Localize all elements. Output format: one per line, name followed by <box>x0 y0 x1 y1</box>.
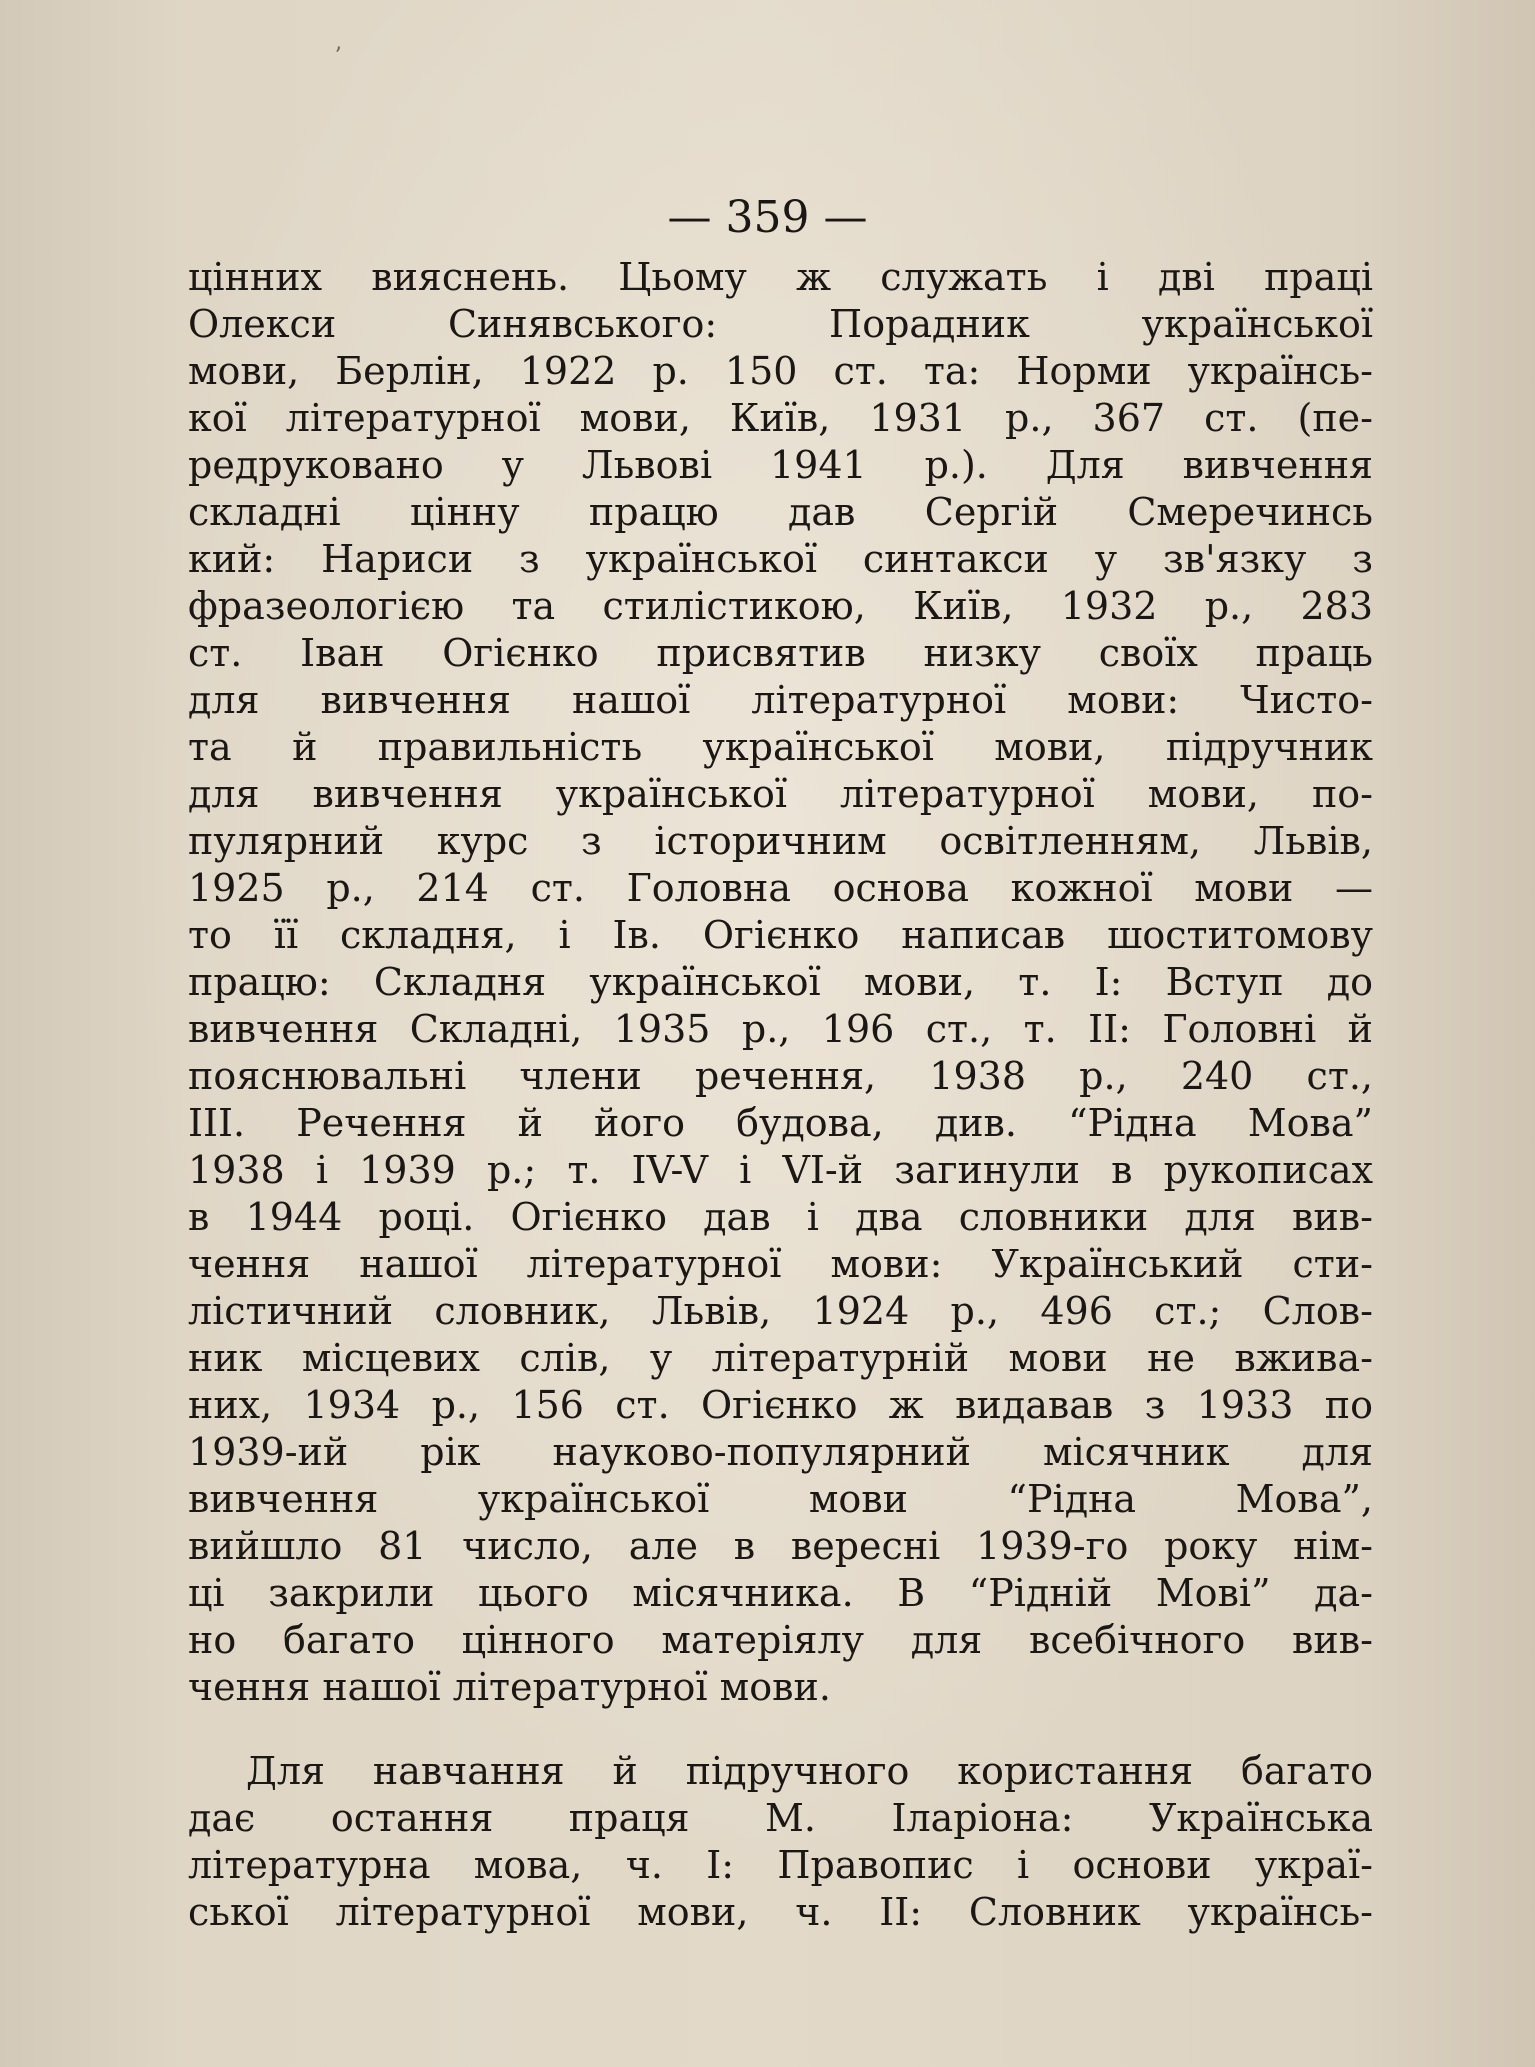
text-line: них, 1934 р., 156 ст. Огієнко ж видавав з 1933 по <box>188 1383 1373 1427</box>
text-line: для вивчення української літературної мови, по- <box>188 772 1373 816</box>
text-line: для вивчення нашої літературної мови: Чисто- <box>188 678 1373 722</box>
ink-speck: ʼ <box>334 44 341 69</box>
text-line: ці закрили цього місячника. В “Рідній Мові” да- <box>188 1571 1373 1615</box>
text-line: працю: Складня української мови, т. І: Вступ до <box>188 960 1373 1004</box>
paragraph-gap <box>188 1711 1373 1748</box>
text-line: фразеологією та стилістикою, Київ, 1932 р., 283 <box>188 584 1373 628</box>
text-line: мови, Берлін, 1922 р. 150 ст. та: Норми українсь- <box>188 349 1373 393</box>
text-line: 1938 і 1939 р.; т. IV-V і VI-й загинули в рукописах <box>188 1148 1373 1192</box>
text-line: в 1944 році. Огієнко дав і два словники для вив- <box>188 1195 1373 1239</box>
text-line: Олекси Синявського: Порадник української <box>188 302 1373 346</box>
text-line: та й правильність української мови, підручник <box>188 725 1373 769</box>
text-line: ської літературної мови, ч. ІІ: Словник українсь- <box>188 1890 1373 1934</box>
text-line: вивчення української мови “Рідна Мова”, <box>188 1477 1373 1521</box>
text-line: чення нашої літературної мови: Український сти- <box>188 1242 1373 1286</box>
text-line: кої літературної мови, Київ, 1931 р., 367 ст. (пе- <box>188 396 1373 440</box>
text-line: 1925 р., 214 ст. Головна основа кожної мови — <box>188 866 1373 910</box>
text-line: но багато цінного матеріялу для всебічного вив- <box>188 1618 1373 1662</box>
text-line: Для навчання й підручного користання багато <box>246 1749 1373 1793</box>
text-line: чення нашої літературної мови. <box>188 1665 831 1709</box>
text-line: пулярний курс з історичним освітленням, Львів, <box>188 819 1373 863</box>
text-line: 1939-ий рік науково-популярний місячник для <box>188 1430 1373 1474</box>
text-line: літературна мова, ч. І: Правопис і основи украї- <box>188 1843 1373 1887</box>
text-line: пояснювальні члени речення, 1938 р., 240 ст., <box>188 1054 1373 1098</box>
paragraph-2 <box>188 1748 1373 1936</box>
page-number: — 359 — <box>667 192 868 243</box>
text-line: редруковано у Львові 1941 р.). Для вивчення <box>188 443 1373 487</box>
text-line: вивчення Складні, 1935 р., 196 ст., т. ІІ: Головні й <box>188 1007 1373 1051</box>
text-line: то її складня, і Ів. Огієнко написав шоститомову <box>188 913 1373 957</box>
paragraph-1 <box>188 254 1373 1711</box>
text-line: дає остання праця М. Іларіона: Українська <box>188 1796 1373 1840</box>
text-line: складні цінну працю дав Сергій Смеречинсь <box>188 490 1373 534</box>
text-line: лістичний словник, Львів, 1924 р., 496 ст.; Слов- <box>188 1289 1373 1333</box>
text-line: ІІІ. Речення й його будова, див. “Рідна Мова” <box>188 1101 1373 1145</box>
text-line: цінних вияснень. Цьому ж служать і дві праці <box>188 255 1373 299</box>
text-line: ст. Іван Огієнко присвятив низку своїх праць <box>188 631 1373 675</box>
text-line: ник місцевих слів, у літературній мови не вжива- <box>188 1336 1373 1380</box>
text-line: вийшло 81 число, але в вересні 1939-го року нім- <box>188 1524 1373 1568</box>
text-line: кий: Нариси з української синтакси у зв'язку з <box>188 537 1373 581</box>
body-text <box>188 254 1373 1936</box>
